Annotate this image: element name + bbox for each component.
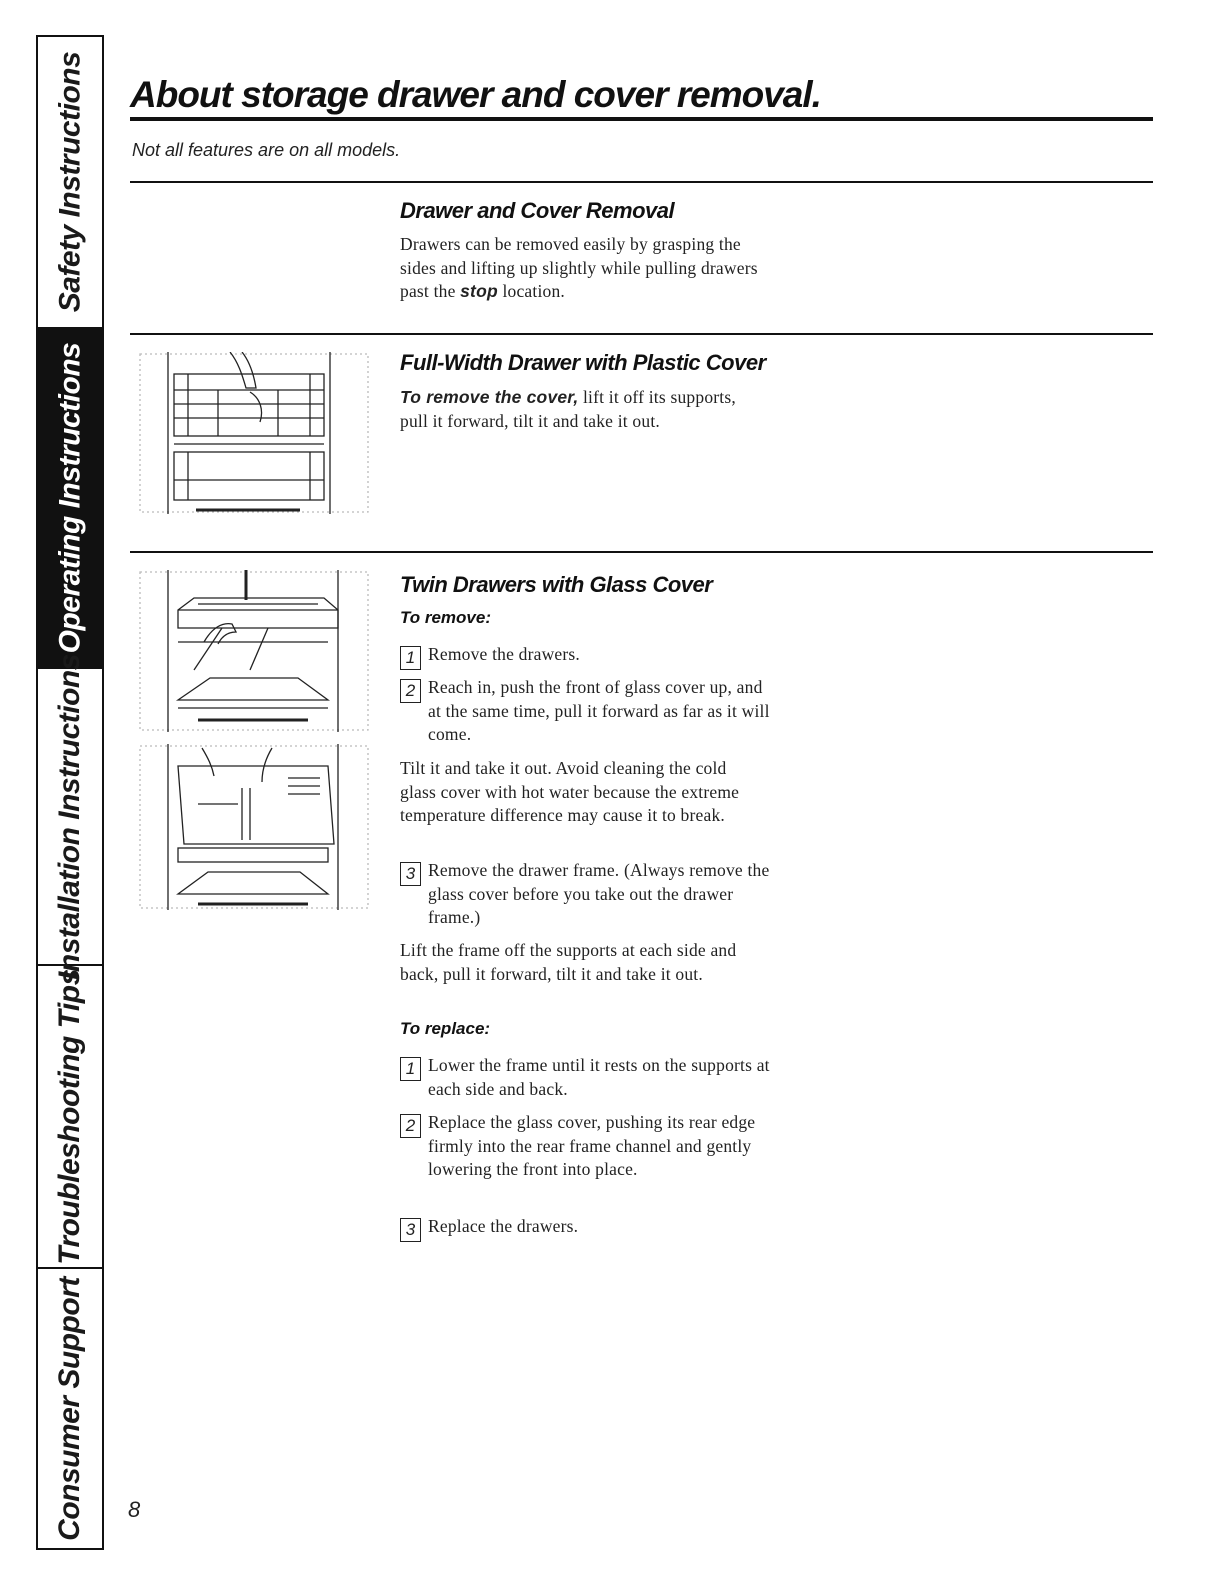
page-subtitle: Not all features are on all models. (132, 140, 401, 160)
section-heading-drawer-cover-removal: Drawer and Cover Removal (400, 198, 675, 223)
step-text: Remove the drawers. (428, 644, 581, 664)
step-number: 1 (400, 1057, 421, 1081)
section-heading-full-width-drawer: Full-Width Drawer with Plastic Cover (400, 350, 766, 375)
replace-step-1 (400, 1054, 770, 1101)
tab-label: Consumer Support (53, 1276, 87, 1541)
tab-label: Operating Instructions (53, 342, 87, 654)
tab-operating-instructions[interactable] (38, 329, 102, 669)
section-divider (130, 181, 1153, 183)
step-text: Replace the glass cover, pushing its rear edge firmly into the rear frame channel and gently lowering the front into place. (428, 1112, 756, 1179)
replace-step-2 (400, 1111, 770, 1182)
section-divider (130, 551, 1153, 553)
tab-label: Troubleshooting Tips (53, 968, 86, 1265)
to-replace-label: To replace: (400, 1019, 491, 1038)
step-text: Reach in, push the front of glass cover up, and at the same time, pull it forward as far as it will come. (428, 677, 770, 744)
to-remove-label: To remove: (400, 608, 492, 627)
step-number: 3 (400, 862, 421, 886)
step-number: 2 (400, 1114, 421, 1138)
tilt-warning-text: Tilt it and take it out. Avoid cleaning the cold glass cover with hot water because the extreme temperature difference may cause it to break. (400, 758, 740, 825)
step-number: 2 (400, 679, 421, 703)
twin-drawer-frame-illustration (138, 744, 370, 910)
body-text: Drawers can be removed easily by grasping the sides and lifting up slightly while pulling drawers past the (400, 234, 758, 301)
title-rule (130, 117, 1153, 121)
stop-keyword: stop (460, 281, 498, 301)
body-text: lift it off its supports, pull it forward, tilt it and take it out. (400, 387, 736, 431)
page-title: About storage drawer and cover removal. (130, 74, 821, 115)
step-text: Remove the drawer frame. (Always remove the glass cover before you take out the drawer frame.) (428, 860, 770, 927)
replace-step-3 (400, 1215, 770, 1239)
step-number: 3 (400, 1218, 421, 1242)
remove-step-3 (400, 859, 770, 930)
body-text: location. (497, 281, 565, 301)
step-number: 1 (400, 646, 421, 670)
remove-step-1 (400, 643, 770, 667)
tab-label: Safety Instructions (53, 51, 86, 313)
twin-drawer-glass-cover-illustration (138, 570, 370, 732)
tab-label: Installation Instructions (53, 653, 86, 980)
tab-safety-instructions[interactable] (38, 37, 102, 329)
tab-consumer-support[interactable] (38, 1269, 102, 1548)
remove-step-2 (400, 676, 770, 747)
lift-frame-text: Lift the frame off the supports at each side and back, pull it forward, tilt it and take it out. (400, 940, 737, 984)
section-body (400, 386, 765, 433)
tab-installation-instructions[interactable] (38, 653, 102, 980)
remove-cover-lead: To remove the cover, (400, 387, 579, 407)
tab-troubleshooting-tips[interactable] (38, 966, 102, 1269)
step-text: Lower the frame until it rests on the supports at each side and back. (428, 1055, 770, 1099)
side-tab-strip (36, 35, 104, 1550)
page-number: 8 (128, 1497, 141, 1522)
full-width-drawer-illustration (138, 352, 370, 514)
section-divider (130, 333, 1153, 335)
step-text: Replace the drawers. (428, 1216, 579, 1236)
section-heading-twin-drawers: Twin Drawers with Glass Cover (400, 572, 713, 597)
section-body (400, 233, 765, 304)
